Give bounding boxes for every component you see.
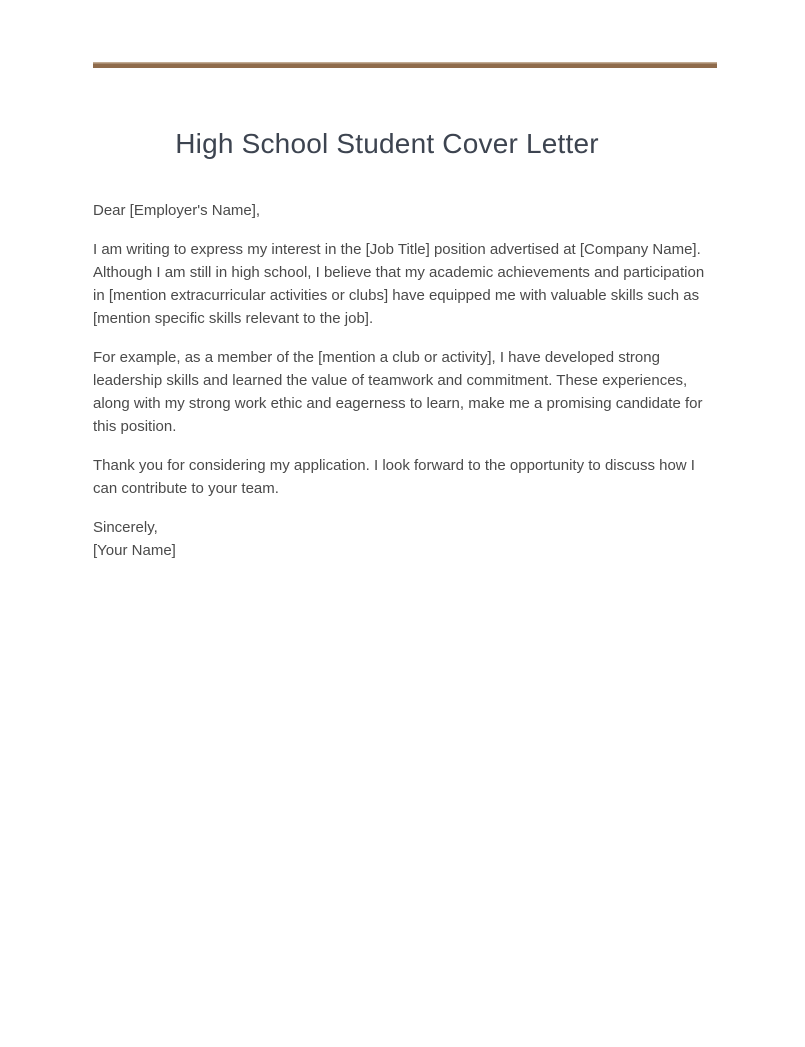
salutation: Dear [Employer's Name], xyxy=(93,202,261,219)
closing: Sincerely, xyxy=(93,519,158,536)
decorative-rule xyxy=(93,62,717,68)
letter-body xyxy=(93,199,713,578)
page-title: High School Student Cover Letter xyxy=(175,127,599,159)
signature-placeholder: [Your Name] xyxy=(93,542,176,559)
closing-block xyxy=(93,516,713,562)
letter-paragraph: Thank you for considering my application. I look forward to the opportunity to discuss how I can contribute to your team. xyxy=(93,457,695,497)
letter-paragraph: For example, as a member of the [mention a club or activity], I have developed strong leadership skills and learned the value of teamwork and commitment. These experiences, along with my strong work ethic and eagerness to learn, make me a promising candidate for this position. xyxy=(93,349,703,435)
letter-paragraph: I am writing to express my interest in the [Job Title] position advertised at [Company Name]. Although I am still in high school, I believe that my academic achievements and participation in [mention extracurricular activities or clubs] have equipped me with valuable skills such as [mention specific skills relevant to the job]. xyxy=(93,241,705,327)
